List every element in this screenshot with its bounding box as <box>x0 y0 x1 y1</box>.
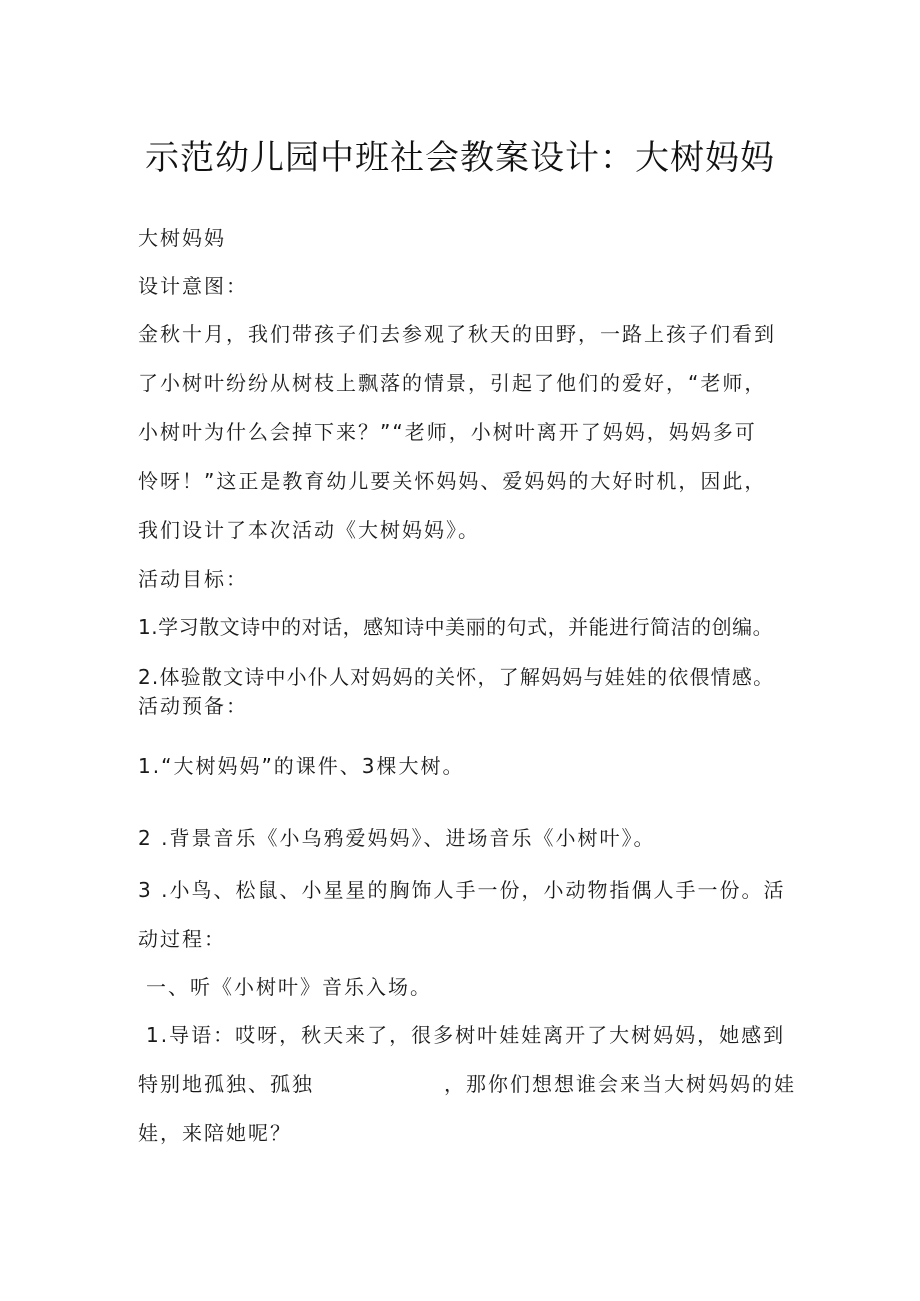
preparation-item-1: 1.“大树妈妈”的课件、3棵大树。 <box>138 754 465 778</box>
goal-item-2: 2.体验散文诗中小仆人对妈妈的关怀，了解妈妈与娃娃的依偎情感。 <box>138 665 775 689</box>
process-step-1: 一、听《小树叶》音乐入场。 <box>146 975 432 999</box>
preparation-item-2: 2 .背景音乐《小乌鸦爱妈妈》、进场音乐《小树叶》。 <box>138 826 656 850</box>
paragraph-line: 怜呀！”这正是教育幼儿要关怀妈妈、爱妈妈的大好时机，因此， <box>138 469 767 493</box>
paragraph-line <box>138 1070 796 1098</box>
paragraph-line: 我们设计了本次活动《大树妈妈》。 <box>138 518 480 542</box>
section-heading-preparation: 活动预备： <box>138 694 248 718</box>
section-heading-goals: 活动目标： <box>138 567 248 591</box>
paragraph-line: 金秋十月，我们带孩子们去参观了秋天的田野，一路上孩子们看到 <box>138 322 776 346</box>
paragraph-line: 了小树叶纷纷从树枝上飘落的情景，引起了他们的爱好，“老师， <box>138 371 767 395</box>
subtitle-text: 大树妈妈 <box>138 226 226 250</box>
goal-item-1: 1.学习散文诗中的对话，感知诗中美丽的句式，并能进行简洁的创编。 <box>138 615 774 639</box>
section-heading-design-intent: 设计意图： <box>138 274 248 298</box>
section-heading-process: 动过程： <box>138 927 226 951</box>
preparation-item-3: 3 .小鸟、松鼠、小星星的胸饰人手一份，小动物指偶人手一份。活 <box>138 878 786 902</box>
paragraph-line: 1.导语：哎呀，秋天来了，很多树叶娃娃离开了大树妈妈，她感到 <box>146 1023 786 1047</box>
paragraph-line: 小树叶为什么会掉下来？”“老师，小树叶离开了妈妈，妈妈多可 <box>138 420 757 444</box>
paragraph-line: 娃，来陪她呢？ <box>138 1121 292 1145</box>
paragraph-fragment: 特别地孤独、孤独 <box>138 1072 314 1096</box>
page-title: 示范幼儿园中班社会教案设计：大树妈妈 <box>145 138 775 178</box>
paragraph-fragment: ，那你们想想谁会来当大树妈妈的娃 <box>444 1072 796 1096</box>
